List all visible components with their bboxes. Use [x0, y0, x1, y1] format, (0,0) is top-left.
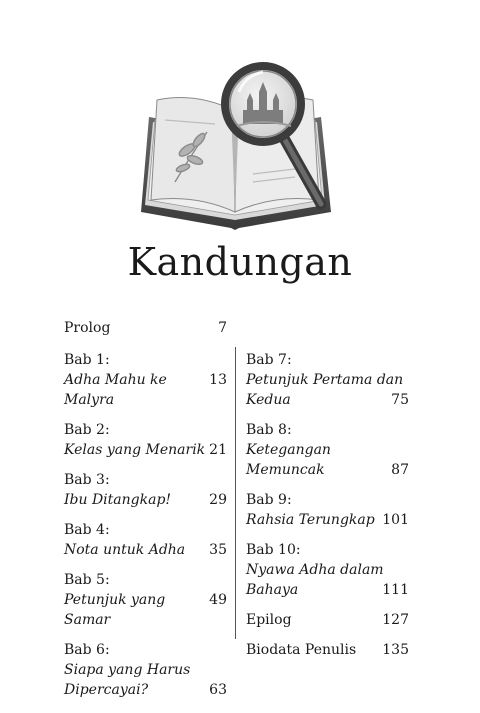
toc-entry[interactable]	[64, 470, 227, 510]
toc-entry-title: Petunjuk yang Samar	[64, 592, 166, 628]
page-title: Kandungan	[127, 240, 353, 284]
toc-entry[interactable]	[64, 640, 227, 700]
toc-entry[interactable]	[246, 610, 409, 630]
toc-right-column	[246, 350, 409, 660]
toc-entry-label: Bab 9:	[246, 492, 292, 508]
toc-entry-label: Epilog	[246, 612, 292, 628]
toc-entry-title: Ibu Ditangkap!	[64, 492, 172, 508]
toc-entry-page: 111	[382, 582, 409, 598]
toc-entry-page: 87	[391, 462, 409, 478]
toc-entry-label: Bab 1:	[64, 352, 110, 368]
toc-left-column	[64, 318, 227, 700]
toc-entry-label: Bab 10:	[246, 542, 301, 558]
toc-entry-label: Bab 7:	[246, 352, 292, 368]
toc-entry[interactable]	[64, 520, 227, 560]
toc-entry-title: Kelas yang Menarik	[64, 442, 206, 458]
toc-entry[interactable]	[246, 540, 409, 600]
open-book-with-magnifying-glass-icon	[135, 62, 345, 242]
toc-entry-title: Adha Mahu ke Malyra	[64, 372, 167, 408]
toc-entry-title-cont: Dipercayai?	[64, 682, 149, 698]
toc-entry[interactable]	[246, 350, 409, 410]
toc-entry-page: 127	[382, 612, 409, 628]
toc-entry-label: Bab 3:	[64, 472, 110, 488]
toc-entry-title: Siapa yang Harus	[64, 662, 191, 678]
toc-entry-title-cont: Kedua	[246, 392, 291, 408]
toc-entry[interactable]	[64, 318, 227, 338]
toc-entry-page: 13	[209, 372, 227, 388]
toc-entry[interactable]	[246, 490, 409, 530]
toc-entry[interactable]	[64, 570, 227, 630]
toc-entry-title: Rahsia Terungkap	[246, 512, 375, 528]
toc-entry-title: Petunjuk Pertama dan	[246, 372, 404, 388]
toc-entry-label: Prolog	[64, 320, 111, 336]
toc-entry-title: Nyawa Adha dalam	[246, 562, 384, 578]
toc-entry-page: 63	[209, 682, 227, 698]
toc-entry-page: 35	[209, 542, 227, 558]
toc-entry-title: Nota untuk Adha	[64, 542, 186, 558]
toc-entry-page: 101	[382, 512, 409, 528]
toc-entry-label: Bab 6:	[64, 642, 110, 658]
toc-entry-label: Bab 4:	[64, 522, 110, 538]
toc-entry-label: Bab 2:	[64, 422, 110, 438]
toc-entry-page: 29	[209, 492, 227, 508]
toc-entry-label: Bab 5:	[64, 572, 110, 588]
toc-entry[interactable]	[64, 420, 227, 460]
toc-entry-page: 7	[218, 320, 227, 336]
toc-entry-title-cont: Memuncak	[246, 462, 325, 478]
toc-entry-title-cont: Bahaya	[246, 582, 299, 598]
toc-entry-label: Biodata Penulis	[246, 642, 357, 658]
toc-entry[interactable]	[64, 350, 227, 410]
toc-entry[interactable]	[246, 420, 409, 480]
column-divider	[235, 347, 236, 639]
toc-entry-title: Ketegangan	[246, 442, 331, 458]
toc-entry-page: 49	[209, 592, 227, 608]
toc-entry-page: 21	[209, 442, 227, 458]
toc-entry-label: Bab 8:	[246, 422, 292, 438]
toc-entry-page: 75	[391, 392, 409, 408]
toc-entry[interactable]	[246, 640, 409, 660]
toc-entry-page: 135	[382, 642, 409, 658]
